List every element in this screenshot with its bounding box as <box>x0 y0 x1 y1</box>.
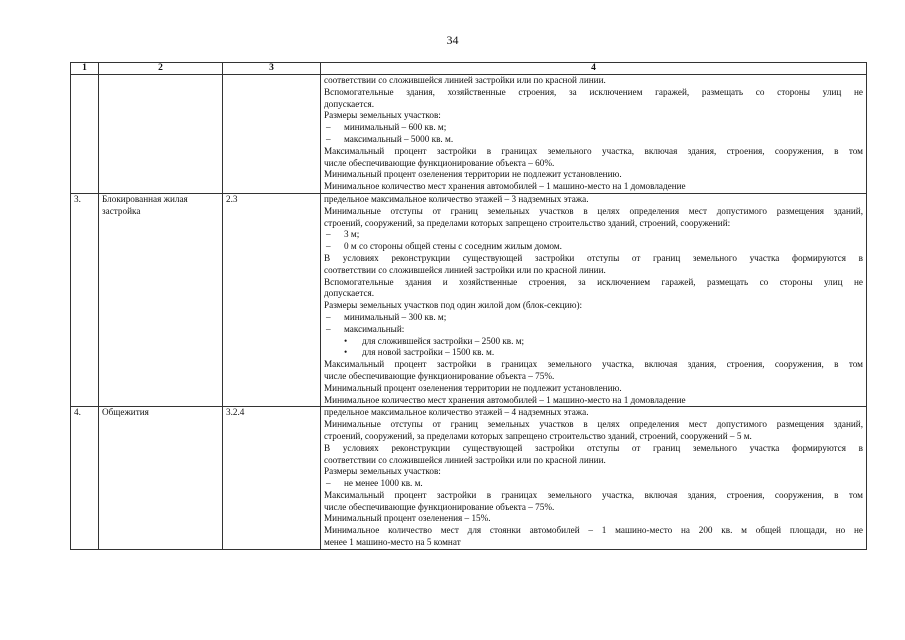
cell-requirements <box>321 407 867 550</box>
text-line: допускается. <box>324 98 375 109</box>
text-line: Максимальный процент застройки в границах земельного участка, включая здания, строения, сооружения, в том <box>324 489 863 500</box>
list-item-text: минимальный – 600 кв. м; <box>344 122 447 133</box>
text-line: Вспомогательные здания, хозяйственные строения, за исключением гаражей, размещать со стороны улиц не <box>324 86 863 97</box>
list-item-text: максимальный – 5000 кв. м. <box>344 133 454 144</box>
text-line: Минимальный процент озеленения территории не подлежит установлению. <box>324 169 622 180</box>
header-col-1: 1 <box>71 63 99 75</box>
header-col-3: 3 <box>223 63 321 75</box>
text-line: числе обеспечивающие функционирование объекта – 60%. <box>324 157 555 168</box>
text-line: В условиях реконструкции существующей застройки отступы от границ земельного участка формируются в <box>324 252 863 263</box>
list-item-text: минимальный – 300 кв. м; <box>344 311 447 322</box>
text-line: Минимальное количество мест хранения автомобилей – 1 машино-место на 1 домовладение <box>324 181 686 192</box>
dash-marker: – <box>326 311 331 322</box>
text-line: Максимальный процент застройки в границах земельного участка, включая здания, строения, сооружения, в том <box>324 145 863 156</box>
dash-marker: – <box>326 229 331 240</box>
text-line: Минимальные отступы от границ земельных участков в целях определения мест допустимого размещения зданий, <box>324 205 863 216</box>
text-line: предельное максимальное количество этажей – 3 надземных этажа. <box>324 193 589 204</box>
text-line: менее 1 машино-место на 5 комнат <box>324 537 461 548</box>
list-item-text: 0 м со стороны общей стены с соседним жилым домом. <box>344 241 562 252</box>
text-line: Минимальные отступы от границ земельных участков в целях определения мест допустимого размещения зданий, <box>324 419 863 430</box>
text-line: В условиях реконструкции существующей застройки отступы от границ земельного участка формируются в <box>324 442 863 453</box>
text-line: строений, сооружений, за пределами которых запрещено строительство зданий, строений, сооружений – 5 м. <box>324 430 752 441</box>
list-item-text: для новой застройки – 1500 кв. м. <box>362 347 495 358</box>
text-line: Размеры земельных участков: <box>324 466 441 477</box>
text-line: Минимальное количество мест для стоянки автомобилей – 1 машино-место на 200 кв. м общей площади, но не <box>324 525 863 536</box>
list-item-text: 3 м; <box>344 229 360 240</box>
cell-num <box>71 75 99 194</box>
table-row <box>71 193 867 406</box>
table-row <box>71 407 867 550</box>
cell-code: 2.3 <box>223 193 321 406</box>
text-line: Максимальный процент застройки в границах земельного участка, включая здания, строения, сооружения, в том <box>324 359 863 370</box>
text-line: Минимальный процент озеленения территории не подлежит установлению. <box>324 382 622 393</box>
table-row <box>71 75 867 194</box>
text-line <box>324 347 863 359</box>
text-line: Размеры земельных участков: <box>324 110 441 121</box>
text-line <box>324 241 863 253</box>
cell-requirements <box>321 75 867 194</box>
bullet-marker: • <box>344 347 348 358</box>
text-line <box>324 134 863 146</box>
dash-marker: – <box>326 323 331 334</box>
text-line: предельное максимальное количество этажей – 4 надземных этажа. <box>324 407 589 418</box>
text-line <box>324 478 863 490</box>
text-line: соответствии со сложившейся линией застройки или по красной линии. <box>324 264 606 275</box>
list-item-text: не менее 1000 кв. м. <box>344 478 423 489</box>
cell-code: 3.2.4 <box>223 407 321 550</box>
text-line: допускается. <box>324 288 375 299</box>
cell-name <box>99 75 223 194</box>
text-line: Размеры земельных участков под один жилой дом (блок-секцию): <box>324 300 583 311</box>
text-line: соответствии со сложившейся линией застройки или по красной линии. <box>324 75 606 85</box>
text-line: Минимальный процент озеленения – 15%. <box>324 513 491 524</box>
dash-marker: – <box>326 133 331 144</box>
header-col-4: 4 <box>321 63 867 75</box>
dash-marker: – <box>326 478 331 489</box>
text-line <box>324 229 863 241</box>
cell-num: 4. <box>71 407 99 550</box>
text-line <box>324 122 863 134</box>
text-line: Вспомогательные здания и хозяйственные строения, за исключением гаражей, размещать со стороны улиц не <box>324 276 863 287</box>
text-line: Минимальное количество мест хранения автомобилей – 1 машино-место на 1 домовладение <box>324 394 686 405</box>
text-line: строений, сооружений, за пределами которых запрещено строительство зданий, строений, сооружений: <box>324 217 731 228</box>
dash-marker: – <box>326 122 331 133</box>
text-line <box>324 336 863 348</box>
table-body <box>71 75 867 550</box>
text-line <box>324 312 863 324</box>
text-line: соответствии со сложившейся линией застройки или по красной линии. <box>324 454 606 465</box>
text-line <box>324 324 863 336</box>
cell-name: Общежития <box>99 407 223 550</box>
cell-num: 3. <box>71 193 99 406</box>
regulations-table <box>70 62 867 550</box>
dash-marker: – <box>326 241 331 252</box>
cell-requirements <box>321 193 867 406</box>
table-header-row <box>71 63 867 75</box>
list-item-text: максимальный: <box>344 323 405 334</box>
cell-name: Блокированная жилая застройка <box>99 193 223 406</box>
text-line: числе обеспечивающие функционирование объекта – 75%. <box>324 501 555 512</box>
bullet-marker: • <box>344 335 348 346</box>
cell-code <box>223 75 321 194</box>
list-item-text: для сложившейся застройки – 2500 кв. м; <box>362 335 525 346</box>
text-line: числе обеспечивающие функционирование объекта – 75%. <box>324 370 555 381</box>
header-col-2: 2 <box>99 63 223 75</box>
page-number: 34 <box>446 33 459 47</box>
